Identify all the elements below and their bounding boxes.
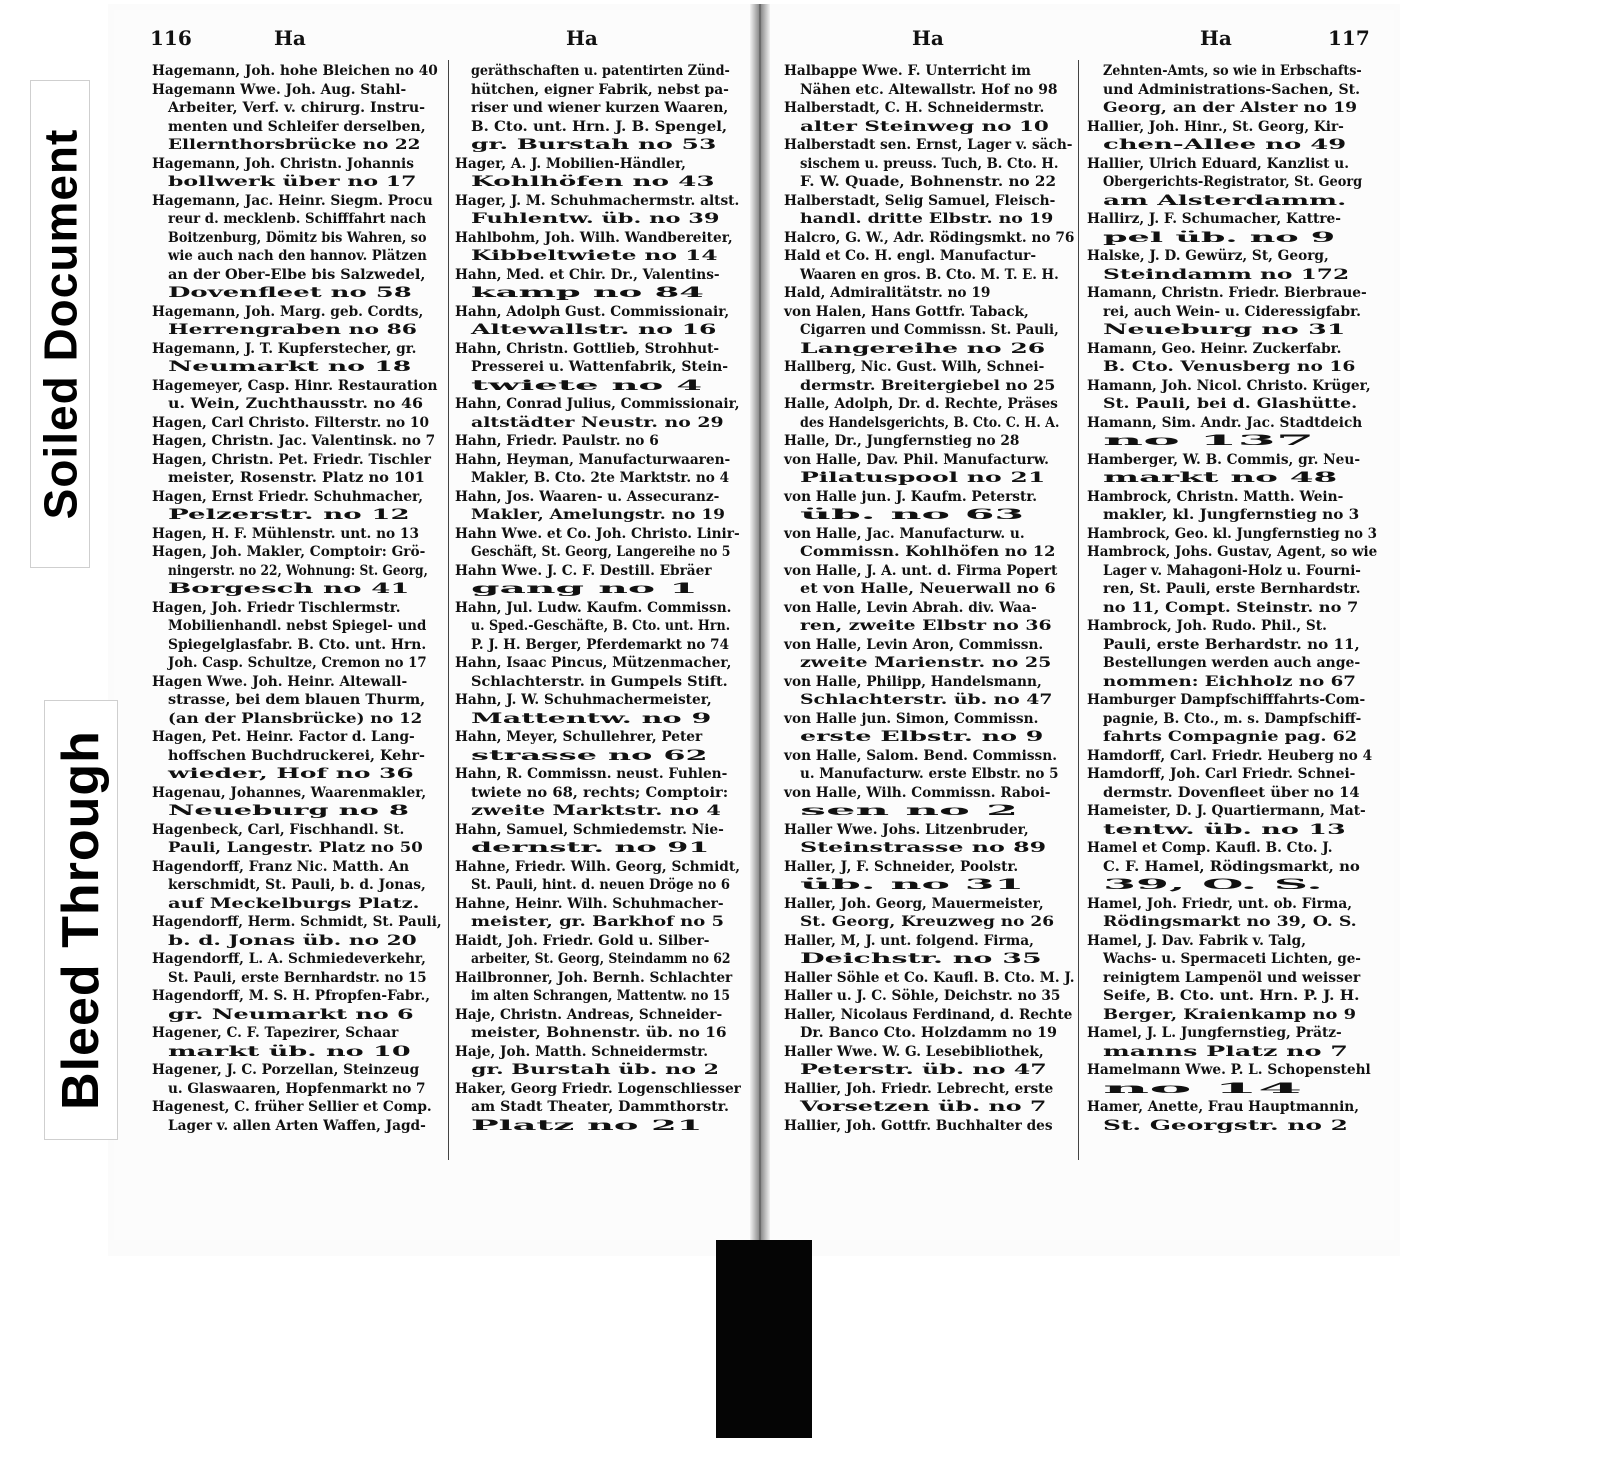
directory-line: u. Glaswaaren, Hopfenmarkt no 7 (168, 1080, 426, 1097)
directory-line: Hager, A. J. Mobilien-Händler, (455, 155, 686, 172)
directory-line: zweite Marienstr. no 25 (800, 655, 1052, 671)
directory-line: am Stadt Theater, Dammthorstr. (471, 1099, 729, 1115)
directory-line: Pilatuspool no 21 (800, 470, 1046, 486)
directory-line: Seife, B. Cto. unt. Hrn. P. J. H. (1103, 988, 1360, 1004)
directory-line: Hallberg, Nic. Gust. Wilh, Schnei- (784, 359, 1045, 375)
directory-line: Hamel et Comp. Kaufl. B. Cto. J. (1087, 840, 1333, 856)
directory-line: Waaren en gros. B. Cto. M. T. E. H. (800, 266, 1059, 283)
right-column-rule (1078, 60, 1079, 1160)
directory-line: Hager, J. M. Schuhmachermstr. altst. (455, 192, 740, 209)
directory-line: Schlachterstr. in Gumpels Stift. (471, 673, 728, 690)
directory-line: Haje, Joh. Matth. Schneidermstr. (455, 1043, 708, 1060)
directory-line: Hahn, Conrad Julius, Commissionair, (455, 396, 740, 412)
directory-line: Nähen etc. Altewallstr. Hof no 98 (800, 81, 1058, 98)
directory-line: Hailbronner, Joh. Bernh. Schlachter (455, 969, 733, 986)
black-bookmark-tab (716, 1240, 812, 1438)
directory-line: gr. Burstah no 53 (471, 137, 717, 153)
directory-line: u. Manufacturw. erste Elbstr. no 5 (800, 766, 1059, 782)
directory-line: fahrts Compagnie pag. 62 (1103, 729, 1358, 745)
directory-line: Hagemann, Joh. hohe Bleichen no 40 (152, 63, 438, 79)
directory-line: Hagen, H. F. Mühlenstr. unt. no 13 (152, 525, 419, 542)
directory-line: Hallier, Joh. Hinr., St. Georg, Kir- (1087, 118, 1344, 135)
directory-line: Hahn, Adolph Gust. Commissionair, (455, 303, 730, 320)
directory-line: im alten Schrangen, Mattentw. no 15 (471, 988, 731, 1004)
directory-line: gang no 1 (471, 581, 698, 597)
directory-line: sischem u. preuss. Tuch, B. Cto. H. (800, 155, 1059, 172)
directory-line: Hambrock, Johs. Gustav, Agent, so wie (1087, 544, 1378, 560)
directory-line: Wachs- u. Spermaceti Lichten, ge- (1103, 951, 1361, 967)
directory-line: Lager v. allen Arten Waffen, Jagd- (168, 1117, 426, 1134)
directory-line: Hamelmann Wwe. P. L. Schopenstehl (1087, 1062, 1371, 1078)
directory-line: von Halle, Wilh. Commissn. Raboi- (784, 784, 1051, 801)
directory-line: an der Ober-Elbe bis Salzwedel, (168, 266, 426, 283)
directory-line: Hahn, Jul. Ludw. Kaufm. Commissn. (455, 599, 732, 616)
left-page-column-2 (455, 62, 745, 1135)
directory-line: Hamel, Joh. Friedr, unt. ob. Firma, (1087, 895, 1352, 912)
directory-line: ningerstr. no 22, Wohnung: St. Georg, (168, 562, 428, 579)
directory-line: Haje, Christn. Andreas, Schneider- (455, 1006, 723, 1023)
directory-line: Haller Söhle et Co. Kaufl. B. Cto. M. J. (784, 969, 1075, 986)
directory-line: alter Steinweg no 10 (800, 118, 1049, 135)
directory-line: handl. dritte Elbstr. no 19 (800, 211, 1054, 227)
directory-line: Zehnten-Amts, so wie in Erbschafts- (1103, 63, 1362, 79)
directory-line: Hagen Wwe. Joh. Heinr. Altewall- (152, 673, 408, 690)
directory-line: Makler, Amelungstr. no 19 (471, 507, 726, 523)
directory-line: von Halle jun. Simon, Commissn. (784, 710, 1039, 727)
directory-line: Pelzerstr. no 12 (168, 507, 410, 523)
directory-line: Hagen, Christn. Jac. Valentinsk. no 7 (152, 433, 436, 449)
directory-line: et von Halle, Neuerwall no 6 (800, 581, 1056, 597)
directory-line: Makler, B. Cto. 2te Marktstr. no 4 (471, 470, 730, 486)
directory-line: Hahn, Meyer, Schullehrer, Peter (455, 729, 703, 745)
directory-line: Hagener, J. C. Porzellan, Steinzeug (152, 1062, 420, 1078)
left-page-header-right: Ha (566, 26, 598, 50)
directory-line: nommen: Eichholz no 67 (1103, 673, 1356, 690)
directory-line: Pauli, Langestr. Platz no 50 (168, 840, 423, 856)
directory-line: Dr. Banco Cto. Holzdamm no 19 (800, 1025, 1058, 1041)
directory-line: no 14 (1103, 1080, 1303, 1097)
directory-line: von Halle, J. A. unt. d. Firma Popert (784, 562, 1058, 579)
directory-line: Hallier, Joh. Friedr. Lebrecht, erste (784, 1080, 1054, 1097)
directory-line: Hagendorff, L. A. Schmiedeverkehr, (152, 951, 426, 967)
directory-line: Haker, Georg Friedr. Logenschliesser (455, 1080, 741, 1097)
directory-line: Hamer, Anette, Frau Hauptmannin, (1087, 1099, 1359, 1115)
directory-line: Hahne, Friedr. Wilh. Georg, Schmidt, (455, 858, 740, 875)
directory-line: Hahn, Christn. Gottlieb, Strohhut- (455, 340, 720, 357)
directory-line: 39, O. S. (1103, 877, 1323, 893)
right-page-column-2 (1087, 62, 1377, 1135)
directory-line: Hagen, Carl Christo. Filterstr. no 10 (152, 414, 429, 431)
directory-line: Halcro, G. W., Adr. Rödingsmkt. no 76 (784, 229, 1075, 246)
directory-line: Haller, Joh. Georg, Mauermeister, (784, 895, 1044, 912)
soiled-document-text: Soiled Document (34, 128, 86, 520)
directory-line: üb. no 63 (800, 507, 1025, 523)
directory-line: arbeiter, St. Georg, Steindamm no 62 (471, 951, 731, 967)
directory-line: Hagemann, Jac. Heinr. Siegm. Procu (152, 192, 433, 209)
directory-line: Hahn, Samuel, Schmiedemstr. Nie- (455, 821, 724, 838)
directory-line: zweite Marktstr. no 4 (471, 803, 721, 819)
directory-line: Georg, an der Alster no 19 (1103, 100, 1358, 116)
directory-line: twiete no 4 (471, 377, 703, 394)
directory-line: Haller, J, F. Schneider, Poolstr. (784, 858, 1019, 875)
directory-line: St. Pauli, erste Bernhardstr. no 15 (168, 969, 427, 986)
directory-line: Halberstadt sen. Ernst, Lager v. säch- (784, 137, 1073, 153)
directory-line: ren, St. Pauli, erste Bernhardstr. (1103, 581, 1361, 597)
directory-line: Altewallstr. no 16 (471, 322, 717, 338)
directory-line: Hagendorff, Franz Nic. Matth. An (152, 858, 410, 875)
directory-line: Schlachterstr. üb. no 47 (800, 692, 1053, 708)
directory-line: von Halle, Jac. Manufacturw. u. (784, 525, 1025, 542)
directory-line: Hagemann, Joh. Christn. Johannis (152, 155, 414, 172)
directory-line: gr. Neumarkt no 6 (168, 1006, 414, 1023)
left-page-column-1 (152, 62, 442, 1135)
directory-line: Hahn, Med. et Chir. Dr., Valentins- (455, 266, 720, 283)
directory-line: Langereihe no 26 (800, 340, 1046, 357)
directory-line: St. Pauli, hint. d. neuen Dröge no 6 (471, 877, 730, 893)
directory-line: meister, gr. Barkhof no 5 (471, 914, 725, 930)
directory-line: Halle, Adolph, Dr. d. Rechte, Präses (784, 396, 1058, 412)
directory-line: manns Platz no 7 (1103, 1043, 1348, 1060)
directory-line: Hamann, Geo. Heinr. Zuckerfabr. (1087, 340, 1342, 357)
directory-line: St. Georgstr. no 2 (1103, 1117, 1348, 1134)
directory-line: Halberstadt, Selig Samuel, Fleisch- (784, 192, 1056, 209)
directory-line: B. Cto. Venusberg no 16 (1103, 359, 1356, 375)
directory-line: Lager v. Mahagoni-Holz u. Fourni- (1103, 562, 1361, 579)
directory-line: Hahn, J. W. Schuhmachermeister, (455, 692, 712, 708)
directory-line: meister, Bohnenstr. üb. no 16 (471, 1025, 727, 1041)
directory-line: Hahn Wwe. et Co. Joh. Christo. Linir- (455, 525, 740, 542)
right-page-header-right: Ha (1200, 26, 1232, 50)
directory-line: erste Elbstr. no 9 (800, 729, 1044, 745)
directory-line: Halle, Dr., Jungfernstieg no 28 (784, 433, 1020, 449)
directory-line: Hagemeyer, Casp. Hinr. Restauration (152, 377, 438, 394)
directory-line: Hambrock, Christn. Matth. Wein- (1087, 488, 1344, 505)
directory-line: u. Sped.-Geschäfte, B. Cto. unt. Hrn. (471, 618, 731, 634)
directory-line: Commissn. Kohlhöfen no 12 (800, 544, 1056, 560)
bleed-through-text: Bleed Through (52, 730, 110, 1110)
directory-line: Fuhlentw. üb. no 39 (471, 211, 720, 227)
directory-line: Hamann, Sim. Andr. Jac. Stadtdeich (1087, 414, 1363, 431)
directory-line: gr. Burstah üb. no 2 (471, 1062, 719, 1078)
directory-line: und Administrations-Sachen, St. (1103, 81, 1361, 98)
directory-line: von Halle, Levin Abrah. div. Waa- (784, 599, 1037, 616)
directory-line: pel üb. no 9 (1103, 229, 1336, 246)
directory-line: Hagenest, C. früher Sellier et Comp. (152, 1099, 432, 1115)
directory-line: Halske, J. D. Gewürz, St, Georg, (1087, 248, 1329, 264)
directory-line: Hameister, D. J. Quartiermann, Mat- (1087, 803, 1366, 819)
directory-line: meister, Rosenstr. Platz no 101 (168, 470, 425, 486)
directory-line: Arbeiter, Verf. v. chirurg. Instru- (168, 100, 426, 116)
directory-line: bollwerk über no 17 (168, 174, 417, 190)
directory-line: Haller u. J. C. Söhle, Deichstr. no 35 (784, 988, 1061, 1004)
directory-line: Mattentw. no 9 (471, 710, 712, 727)
directory-line: Halbappe Wwe. F. Unterricht im (784, 63, 1031, 79)
directory-line: Hald et Co. H. engl. Manufactur- (784, 248, 1037, 264)
directory-line: Kibbeltwiete no 14 (471, 248, 718, 264)
directory-line: C. F. Hamel, Rödingsmarkt, no (1103, 858, 1360, 875)
directory-line: no 137 (1103, 433, 1315, 449)
directory-line: reinigtem Lampenöl und weisser (1103, 969, 1361, 986)
directory-line: Cigarren und Commissn. St. Pauli, (800, 322, 1059, 338)
directory-line: F. W. Quade, Bohnenstr. no 22 (800, 174, 1057, 190)
directory-line: markt no 48 (1103, 470, 1338, 486)
directory-line: kerschmidt, St. Pauli, b. d. Jonas, (168, 877, 426, 893)
directory-line: Hahn, Isaac Pincus, Mützenmacher, (455, 655, 732, 671)
directory-line: Hallier, Ulrich Eduard, Kanzlist u. (1087, 155, 1349, 172)
directory-line: (an der Plansbrücke) no 12 (168, 710, 423, 727)
directory-line: dernstr. no 91 (471, 840, 710, 856)
directory-line: geräthschaften u. patentirten Zünd- (471, 63, 730, 79)
directory-line: St. Georg, Kreuzweg no 26 (800, 914, 1055, 930)
directory-line: wie auch nach den hannov. Plätzen (168, 248, 427, 264)
directory-line: Hahne, Heinr. Wilh. Schuhmacher- (455, 895, 724, 912)
directory-line: Hamann, Joh. Nicol. Christo. Krüger, (1087, 377, 1371, 394)
directory-line: Hamann, Christn. Friedr. Bierbraue- (1087, 285, 1367, 301)
directory-line: u. Wein, Zuchthausstr. no 46 (168, 396, 423, 412)
directory-line: Hamdorff, Carl. Friedr. Heuberg no 4 (1087, 747, 1373, 764)
directory-line: Peterstr. üb. no 47 (800, 1062, 1047, 1078)
directory-line: Bestellungen werden auch ange- (1103, 655, 1361, 671)
directory-line: Hagen, Joh. Makler, Comptoir: Grö- (152, 544, 426, 560)
directory-line: Ellernthorsbrücke no 22 (168, 137, 421, 153)
directory-line: Hahn, Jos. Waaren- u. Assecuranz- (455, 488, 720, 505)
directory-line: von Halle, Dav. Phil. Manufacturw. (784, 451, 1049, 468)
directory-line: Platz no 21 (471, 1117, 703, 1134)
directory-line: kamp no 84 (471, 285, 704, 301)
directory-line: Borgesch no 41 (168, 581, 410, 597)
directory-line: strasse, bei dem blauen Thurm, (168, 692, 426, 708)
directory-line: von Halle, Levin Aron, Commissn. (784, 636, 1044, 653)
directory-line: Spiegelglasfabr. B. Cto. unt. Hrn. (168, 636, 427, 653)
directory-line: Mobilienhandl. nebst Spiegel- und (168, 618, 427, 634)
left-page-number: 116 (150, 26, 192, 50)
directory-line: Hamdorff, Joh. Carl Friedr. Schnei- (1087, 766, 1356, 782)
directory-line: von Halen, Hans Gottfr. Taback, (784, 303, 1029, 320)
directory-line: am Alsterdamm. (1103, 192, 1347, 209)
directory-line: Hambrock, Joh. Rudo. Phil., St. (1087, 618, 1327, 634)
directory-line: dermstr. Dovenfleet über no 14 (1103, 784, 1360, 801)
directory-line: Hagen, Ernst Friedr. Schuhmacher, (152, 488, 424, 505)
directory-line: üb. no 31 (800, 877, 1025, 893)
directory-line: von Halle, Philipp, Handelsmann, (784, 673, 1042, 690)
directory-line: Haller, M, J. unt. folgend. Firma, (784, 932, 1034, 949)
directory-line: altstädter Neustr. no 29 (471, 414, 724, 431)
directory-line: Hahn, Heyman, Manufacturwaaren- (455, 451, 731, 468)
right-page-number: 117 (1328, 26, 1370, 50)
directory-line: Pauli, erste Berhardstr. no 11, (1103, 636, 1360, 653)
directory-line: Kohlhöfen no 43 (471, 174, 715, 190)
right-page-column-1 (784, 62, 1074, 1135)
directory-line: makler, kl. Jungfernstieg no 3 (1103, 507, 1360, 523)
directory-line: pagnie, B. Cto., m. s. Dampfschiff- (1103, 710, 1362, 727)
book-gutter (750, 4, 770, 1254)
directory-line: Hambrock, Geo. kl. Jungfernstieg no 3 (1087, 525, 1378, 542)
directory-line: Hallirz, J. F. Schumacher, Kattre- (1087, 211, 1341, 227)
directory-line: Neumarkt no 18 (168, 359, 412, 375)
directory-line: Steinstrasse no 89 (800, 840, 1047, 856)
directory-line: Neueburg no 8 (168, 803, 410, 819)
directory-line: von Halle, Salom. Bend. Commissn. (784, 747, 1057, 764)
directory-line: ren, zweite Elbstr no 36 (800, 618, 1052, 634)
directory-line: hütchen, eigner Fabrik, nebst pa- (471, 81, 729, 98)
bleed-through-label (44, 700, 118, 1140)
left-column-rule (448, 60, 449, 1160)
directory-line: tentw. üb. no 13 (1103, 821, 1346, 838)
directory-line: dermstr. Breitergiebel no 25 (800, 377, 1056, 394)
directory-line: Hamburger Dampfschifffahrts-Com- (1087, 692, 1366, 708)
directory-line: Hahn Wwe. J. C. F. Destill. Ebräer (455, 562, 712, 579)
directory-line: von Halle jun. J. Kaufm. Peterstr. (784, 488, 1038, 505)
directory-line: Vorsetzen üb. no 7 (800, 1099, 1047, 1115)
directory-line: Hamel, J. Dav. Fabrik v. Talg, (1087, 932, 1306, 949)
directory-line: Hahn, R. Commissn. neust. Fuhlen- (455, 766, 728, 782)
directory-line: Hagenau, Johannes, Waarenmakler, (152, 784, 427, 801)
directory-line: hoffschen Buchdruckerei, Kehr- (168, 747, 425, 764)
right-page-header-left: Ha (912, 26, 944, 50)
directory-line: chen-Allee no 49 (1103, 137, 1347, 153)
directory-line: Neueburg no 31 (1103, 322, 1346, 338)
directory-line: Hagemann Wwe. Joh. Aug. Stahl- (152, 81, 407, 98)
directory-line: Obergerichts-Registrator, St. Georg (1103, 174, 1363, 190)
directory-line: strasse no 62 (471, 747, 708, 764)
directory-line: Hagener, C. F. Tapezirer, Schaar (152, 1025, 399, 1041)
directory-line: Hagemann, Joh. Marg. geb. Cordts, (152, 303, 424, 320)
directory-line: Hagendorff, Herm. Schmidt, St. Pauli, (152, 914, 442, 930)
directory-line: Hald, Admiralitätstr. no 19 (784, 285, 991, 301)
soiled-document-label (30, 80, 90, 568)
directory-line: Deichstr. no 35 (800, 951, 1042, 967)
directory-line: rei, auch Wein- u. Cideressigfabr. (1103, 303, 1361, 320)
directory-line: St. Pauli, bei d. Glashütte. (1103, 396, 1358, 412)
directory-line: Hagendorff, M. S. H. Pfropfen-Fabr., (152, 988, 430, 1004)
directory-line: Halberstadt, C. H. Schneidermstr. (784, 100, 1045, 116)
directory-line: Haller Wwe. W. G. Lesebibliothek, (784, 1043, 1044, 1060)
directory-line: wieder, Hof no 36 (168, 766, 414, 782)
directory-line: twiete no 68, rechts; Comptoir: (471, 784, 729, 801)
directory-line: P. J. H. Berger, Pferdemarkt no 74 (471, 636, 730, 653)
directory-line: Hagen, Joh. Friedr Tischlermstr. (152, 599, 401, 616)
directory-line: Hahlbohm, Joh. Wilh. Wandbereiter, (455, 229, 733, 246)
directory-line: Geschäft, St. Georg, Langereihe no 5 (471, 544, 731, 560)
directory-line: Hallier, Joh. Gottfr. Buchhalter des (784, 1117, 1053, 1134)
directory-line: des Handelsgerichts, B. Cto. C. H. A. (800, 414, 1060, 431)
directory-line: markt üb. no 10 (168, 1043, 411, 1060)
left-page-header-left: Ha (274, 26, 306, 50)
directory-line: Hahn, Friedr. Paulstr. no 6 (455, 433, 659, 449)
directory-line: Hamberger, W. B. Commis, gr. Neu- (1087, 451, 1360, 468)
directory-line: B. Cto. unt. Hrn. J. B. Spengel, (471, 118, 728, 135)
directory-line: no 11, Compt. Steinstr. no 7 (1103, 599, 1359, 616)
directory-line: Steindamm no 172 (1103, 266, 1350, 283)
directory-line: Joh. Casp. Schultze, Cremon no 17 (168, 655, 427, 671)
directory-line: Hagenbeck, Carl, Fischhandl. St. (152, 821, 405, 838)
directory-line: Rödingsmarkt no 39, O. S. (1103, 914, 1357, 930)
directory-line: Hagen, Christn. Pet. Friedr. Tischler (152, 451, 431, 468)
directory-line: Haller Wwe. Johs. Litzenbruder, (784, 821, 1029, 838)
directory-line: auf Meckelburgs Platz. (168, 895, 420, 912)
directory-line: riser und wiener kurzen Waaren, (471, 100, 729, 116)
directory-line: sen no 2 (800, 803, 1019, 819)
directory-line: menten und Schleifer derselben, (168, 118, 426, 135)
directory-line: Haller, Nicolaus Ferdinand, d. Rechte (784, 1006, 1073, 1023)
directory-line: Hagemann, J. T. Kupferstecher, gr. (152, 340, 417, 357)
directory-line: reur d. mecklenb. Schifffahrt nach (168, 211, 427, 227)
directory-line: Haidt, Joh. Friedr. Gold u. Silber- (455, 932, 710, 949)
directory-line: Berger, Kraienkamp no 9 (1103, 1006, 1357, 1023)
directory-line: Hamel, J. L. Jungfernstieg, Prätz- (1087, 1025, 1342, 1041)
directory-line: Boitzenburg, Dömitz bis Wahren, so (168, 229, 427, 246)
directory-line: Hagen, Pet. Heinr. Factor d. Lang- (152, 729, 415, 745)
directory-line: Herrengraben no 86 (168, 322, 417, 338)
directory-line: b. d. Jonas üb. no 20 (168, 932, 417, 949)
directory-line: Presserei u. Wattenfabrik, Stein- (471, 359, 729, 375)
directory-line: Dovenfleet no 58 (168, 285, 412, 301)
